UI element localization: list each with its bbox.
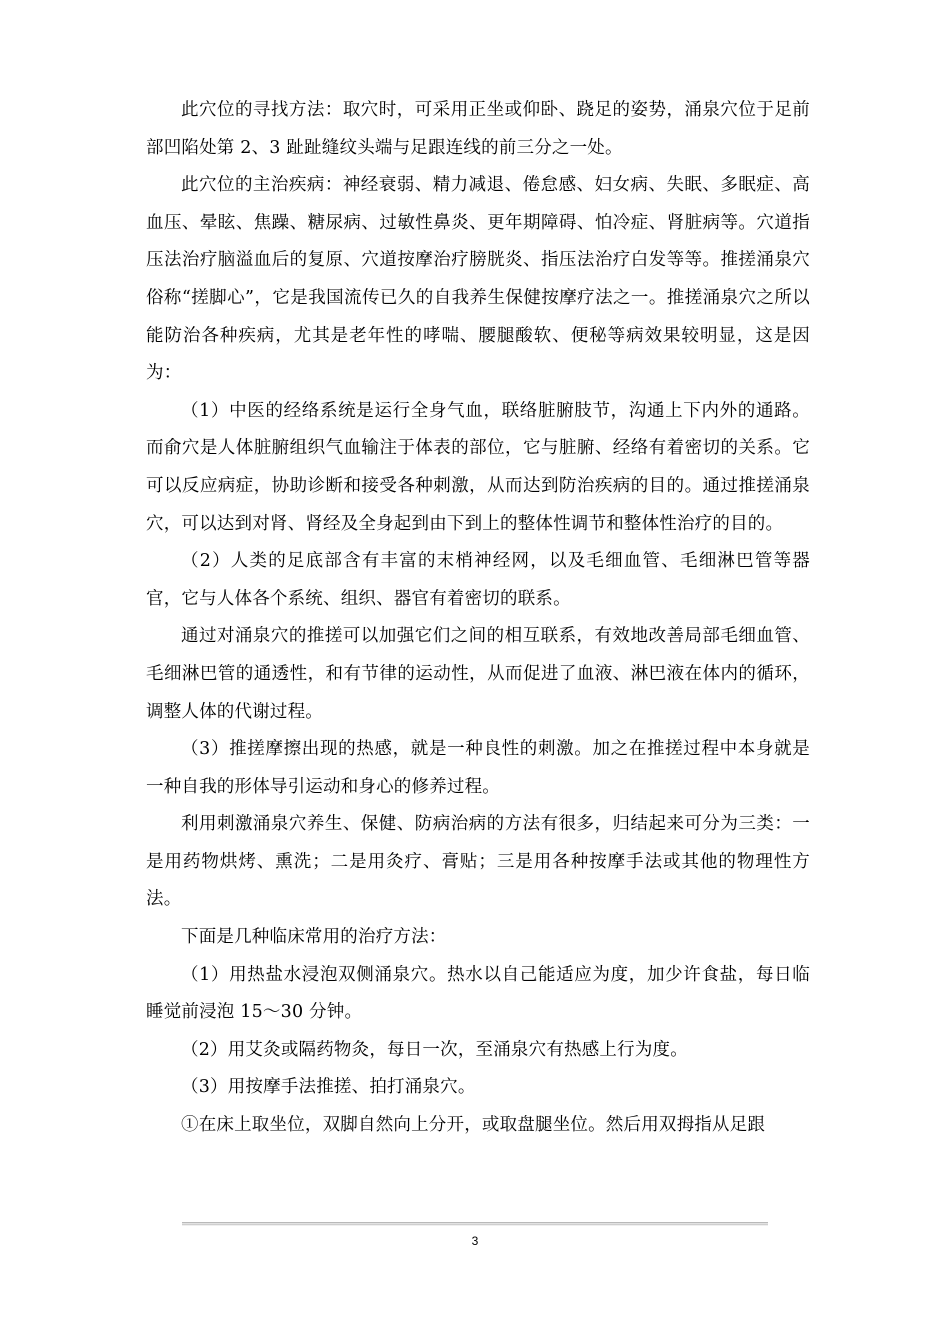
paragraph-reason-1: （1）中医的经络系统是运行全身气血，联络脏腑肢节，沟通上下内外的通路。而俞穴是人体脏腑组织气血输注于体表的部位，它与脏腑、经络有着密切的关系。它可以反应病症，协助诊断和接受各种刺激，从而达到防治疾病的目的。通过推搓涌泉穴，可以达到对肾、肾经及全身起到由下到上的整体性调节和整体性治疗的目的。 <box>146 400 810 534</box>
footer-divider <box>182 1222 768 1226</box>
paragraph-method-categories: 利用刺激涌泉穴养生、保健、防病治病的方法有很多，归结起来可分为三类：一是用药物烘烤、熏洗；二是用灸疗、膏贴；三是用各种按摩手法或其他的物理性方法。 <box>146 814 810 910</box>
paragraph-reason-2-continued: 通过对涌泉穴的推搓可以加强它们之间的相互联系，有效地改善局部毛细血管、毛细淋巴管的通透性，和有节律的运动性，从而促进了血液、淋巴液在体内的循环，调整人体的代谢过程。 <box>146 626 810 722</box>
paragraph-indications: 此穴位的主治疾病：神经衰弱、精力减退、倦怠感、妇女病、失眠、多眠症、高血压、晕眩、焦躁、糖尿病、过敏性鼻炎、更年期障碍、怕冷症、肾脏病等。穴道指压法治疗脑溢血后的复原、穴道按摩治疗膀胱炎、指压法治疗白发等等。推搓涌泉穴俗称“搓脚心”，它是我国流传已久的自我养生保健按摩疗法之一。推搓涌泉穴之所以能防治各种疾病，尤其是老年性的哮喘、腰腿酸软、便秘等病效果较明显，这是因为： <box>146 175 810 384</box>
paragraph-reason-3: （3）推搓摩擦出现的热感，就是一种良性的刺激。加之在推搓过程中本身就是一种自我的形体导引运动和身心的修养过程。 <box>146 739 810 797</box>
paragraph-method-3-step-1: ①在床上取坐位，双脚自然向上分开，或取盘腿坐位。然后用双拇指从足跟 <box>181 1115 766 1136</box>
paragraph-acupoint-location: 此穴位的寻找方法：取穴时，可采用正坐或仰卧、跷足的姿势，涌泉穴位于足前部凹陷处第 2、3 趾趾缝纹头端与足跟连线的前三分之一处。 <box>146 100 810 158</box>
paragraph-method-2: （2）用艾灸或隔药物灸，每日一次，至涌泉穴有热感上行为度。 <box>181 1039 688 1060</box>
page-number: 3 <box>471 1234 479 1248</box>
paragraph-method-1: （1）用热盐水浸泡双侧涌泉穴。热水以自己能适应为度，加少许食盐，每日临睡觉前浸泡 15～30 分钟。 <box>146 964 810 1023</box>
paragraph-reason-2: （2）人类的足底部含有丰富的末梢神经网，以及毛细血管、毛细淋巴管等器官，它与人体各个系统、组织、器官有着密切的联系。 <box>146 551 810 609</box>
paragraph-clinical-methods-intro: 下面是几种临床常用的治疗方法： <box>181 927 447 948</box>
paragraph-method-3: （3）用按摩手法推搓、拍打涌泉穴。 <box>181 1077 476 1098</box>
body-text <box>146 92 810 1145</box>
